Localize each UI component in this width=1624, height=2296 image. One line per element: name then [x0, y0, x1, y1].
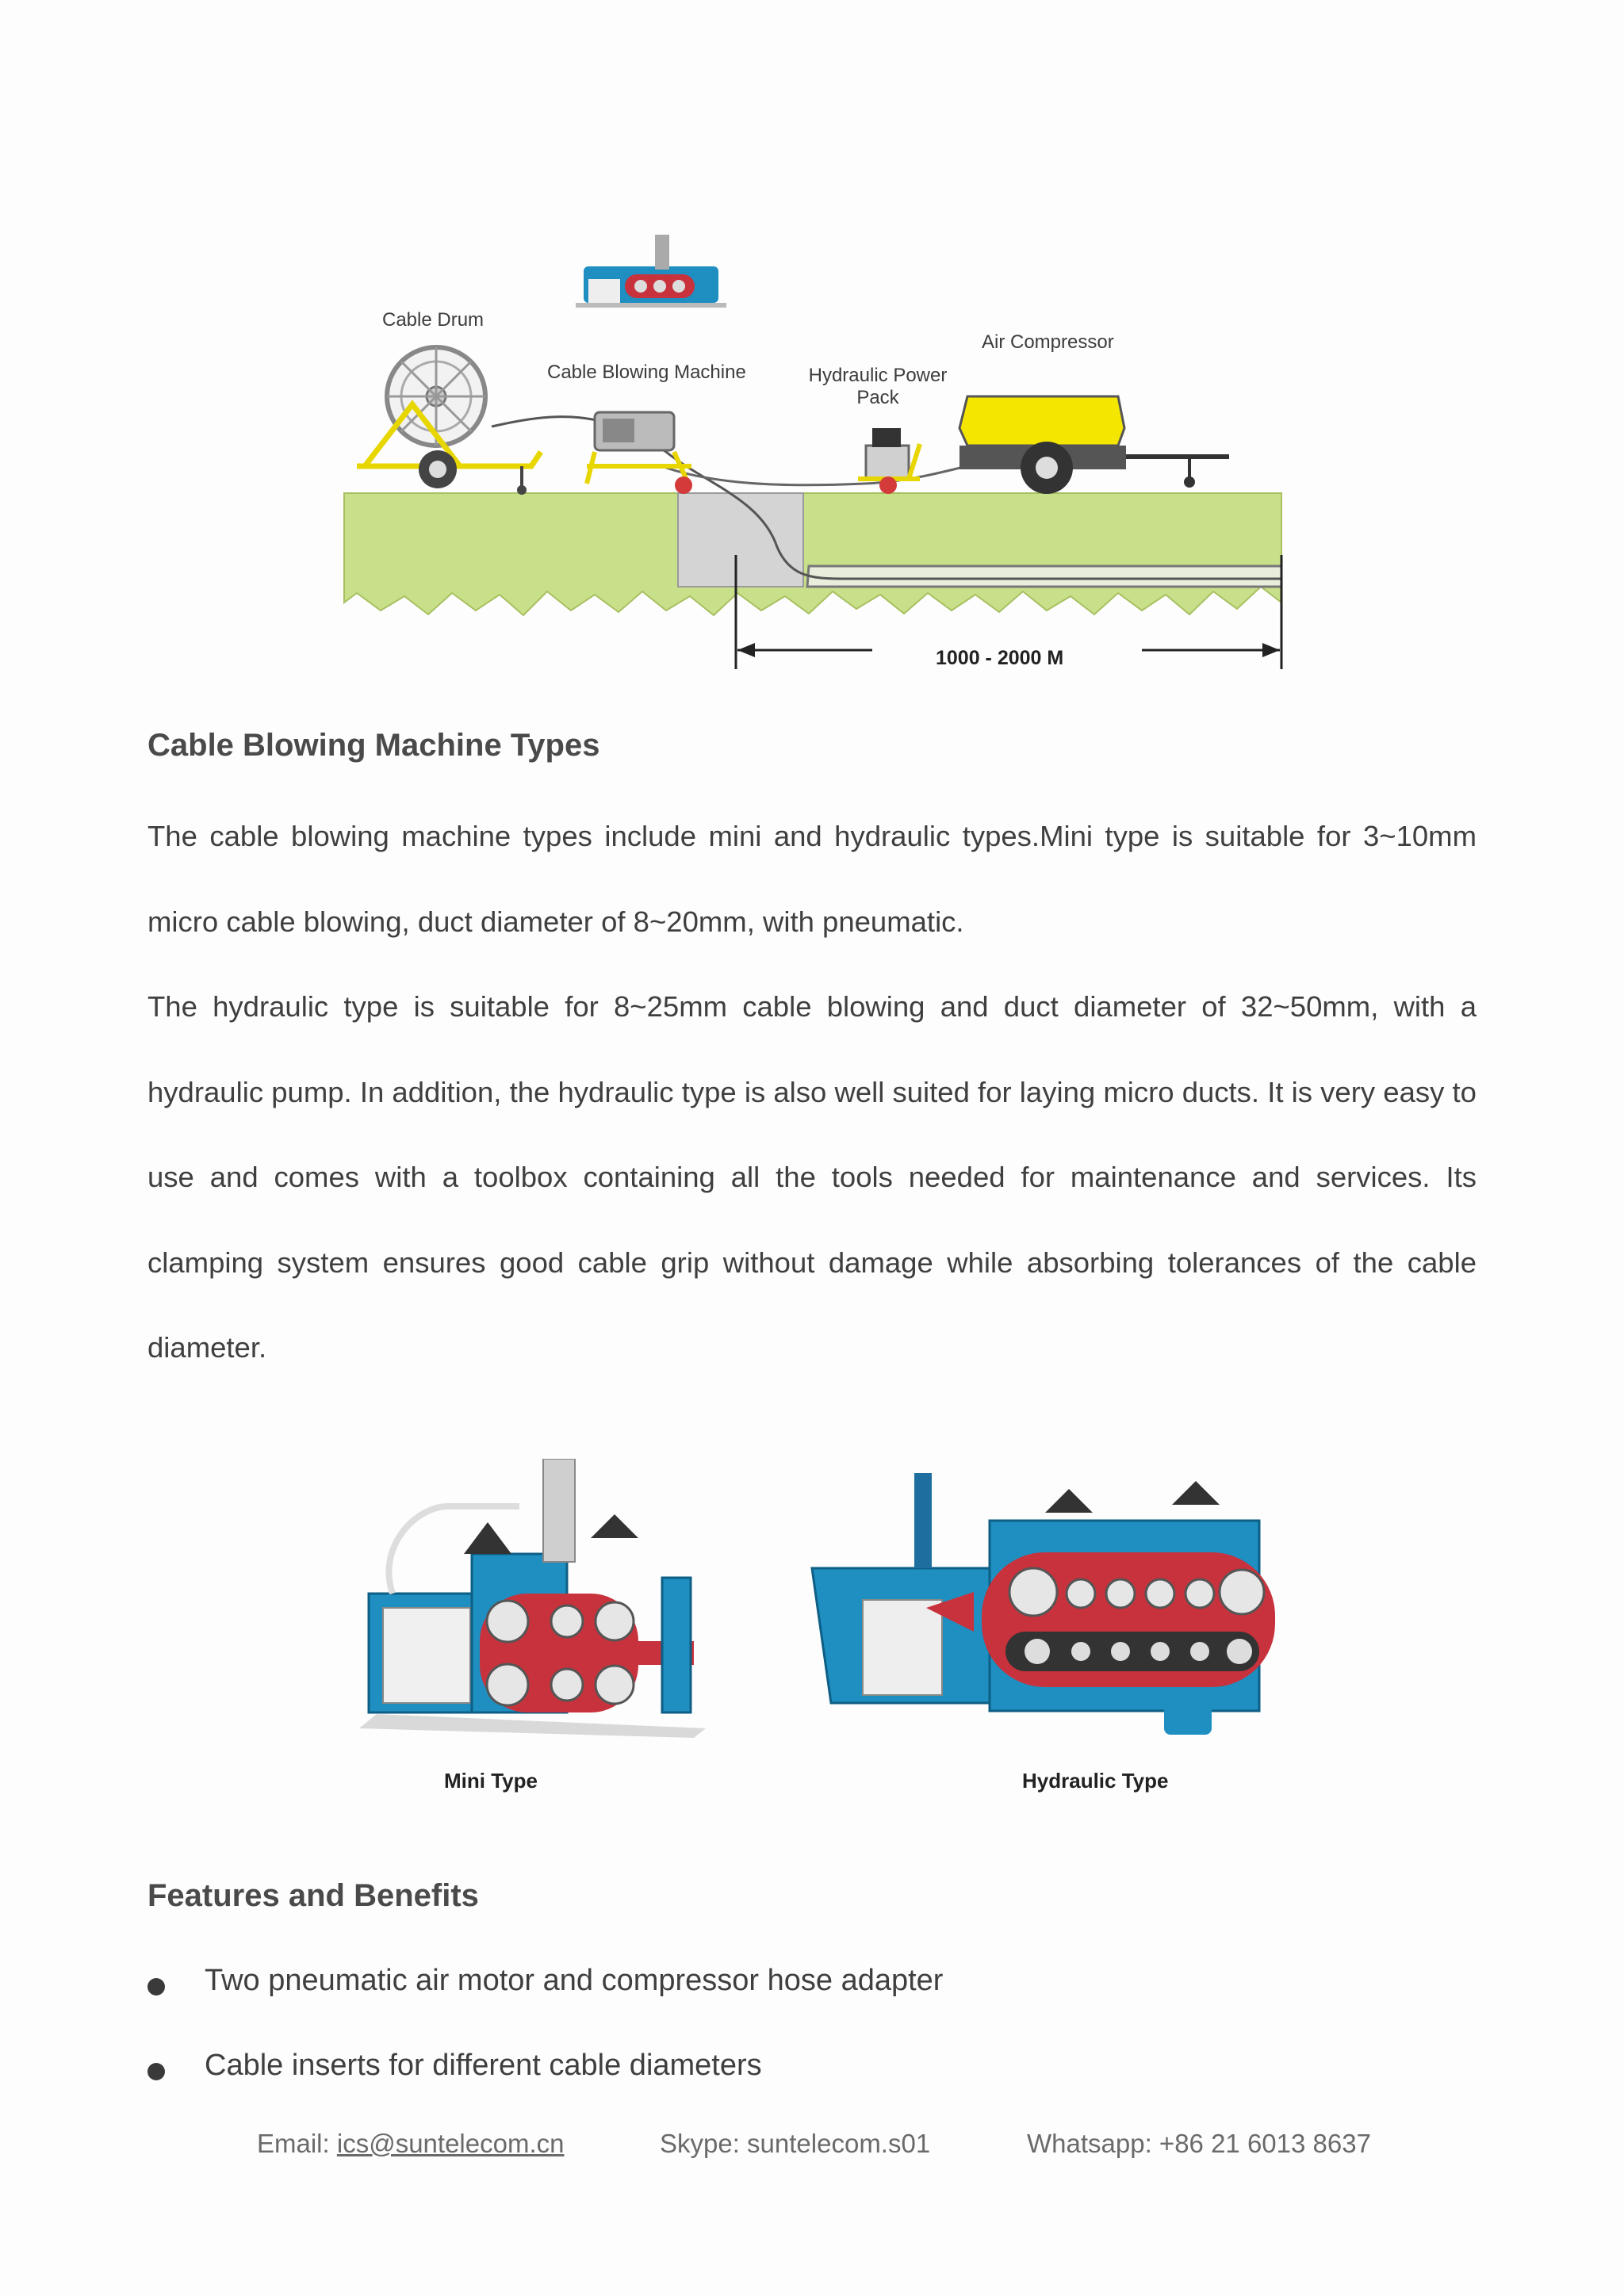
hydraulic-power-pack-label-line2: Pack — [856, 387, 899, 408]
air-compressor-graphic — [959, 396, 1229, 494]
underground-duct — [807, 566, 1281, 587]
footer-skype: Skype: suntelecom.s01 — [660, 2129, 931, 2158]
air-compressor-label: Air Compressor — [982, 331, 1114, 353]
hydraulic-power-pack-label — [802, 365, 953, 409]
hydraulic-type-caption: Hydraulic Type — [1022, 1769, 1169, 1793]
hydraulic-hose — [666, 456, 1007, 485]
distance-label: 1000 - 2000 M — [936, 647, 1064, 669]
list-item — [147, 2049, 1416, 2096]
list-item-text: Two pneumatic air motor and compressor hose adapter — [205, 1964, 944, 1997]
mini-type-caption: Mini Type — [444, 1769, 538, 1793]
bullet-icon — [147, 2063, 165, 2080]
hydraulic-power-pack-label-line1: Hydraulic Power — [808, 365, 948, 386]
section-heading-machine-types: Cable Blowing Machine Types — [147, 728, 600, 763]
cable-blowing-machine-label: Cable Blowing Machine — [547, 362, 746, 383]
ground-shape — [344, 493, 1281, 615]
footer-email — [257, 2129, 564, 2159]
mini-type-machine-graphic — [345, 1459, 726, 1752]
email-link[interactable]: ics@suntelecom.cn — [336, 2129, 565, 2158]
hydraulic-type-machine-graphic — [807, 1473, 1299, 1743]
footer-email-label: Email: — [257, 2129, 337, 2158]
diagram-graphic — [333, 214, 1308, 682]
paragraph-hydraulic-type: The hydraulic type is suitable for 8~25mm cable blowing and duct diameter of 32~50mm, with a hydraulic pump. In addition, the hydraulic type is also well suited for laying micro ducts. It is very easy to use and comes with a toolbox containing all the tools needed for maintenance and services. Its clamping system ensures good cable grip without damage while absorbing tolerances of the cable diameter. — [147, 990, 1477, 1364]
cable-blowing-installation-diagram — [333, 214, 1308, 682]
paragraph-types-intro: The cable blowing machine types include mini and hydraulic types.Mini type is suitable for 3~10mm micro cable blowing, duct diameter of 8~20mm, with pneumatic. — [147, 820, 1477, 938]
mini-type-photo — [345, 1459, 726, 1752]
section-heading-features: Features and Benefits — [147, 1878, 479, 1913]
bullet-icon — [147, 1978, 165, 1996]
footer-whatsapp: Whatsapp: +86 21 6013 8637 — [1027, 2129, 1371, 2158]
cable-drum-label: Cable Drum — [382, 309, 485, 331]
list-item — [147, 1964, 1416, 2011]
hydraulic-type-photo — [807, 1473, 1299, 1743]
cable-blowing-machine-graphic — [587, 412, 692, 494]
machine-thumbnail-graphic — [568, 227, 734, 322]
entry-pit — [678, 493, 803, 587]
list-item-text: Cable inserts for different cable diameters — [205, 2049, 762, 2082]
